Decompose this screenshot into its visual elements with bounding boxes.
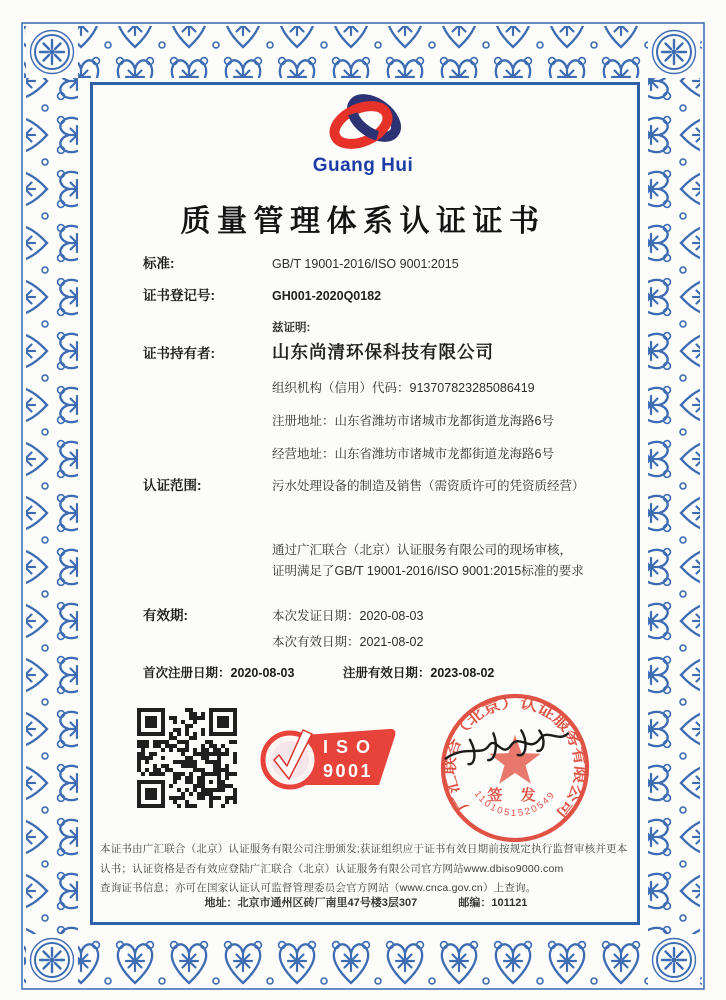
standard-label: 标准:: [143, 256, 175, 271]
standard-value: GB/T 19001-2016/ISO 9001:2015: [272, 257, 459, 271]
qr-code: [137, 708, 237, 808]
row-registration-number: [143, 284, 640, 304]
holder-value: 山东尚清环保科技有限公司: [272, 342, 494, 362]
reg-no-value: GH001-2020Q0182: [272, 289, 382, 303]
row-certify-intro: [272, 318, 632, 336]
valid-date: 本次有效日期：2021-08-02: [272, 635, 424, 649]
company-logo-icon: [325, 92, 410, 154]
issuer-address: 地址：北京市通州区砖厂南里47号楼3层307: [204, 897, 418, 909]
iso-9001-badge: [260, 724, 400, 792]
row-audit-statement-2: [272, 561, 632, 580]
audit-line1: 通过广汇联合（北京）认证服务有限公司的现场审核，: [272, 543, 573, 557]
seal-serial: 1101051520549: [471, 788, 559, 820]
reg-no-label: 证书登记号:: [143, 288, 215, 303]
certificate-title: 质量管理体系认证证书: [180, 205, 546, 238]
footer-line: 查询证书信息；亦可在国家认证认可监督管理委员会官方网站（www.cnca.gov.cn）上查询。: [100, 882, 537, 894]
validity-label: 有效期:: [143, 608, 188, 623]
seal-ring-text: 广汇联合（北京）认证服务有限公司: [442, 695, 588, 818]
brand-name: Guang Hui: [312, 155, 414, 176]
row-certification-scope: [143, 474, 640, 494]
issuer-postcode: 邮编：101121: [458, 897, 528, 909]
registration-valid-date: 注册有效日期：2023-08-02: [342, 666, 495, 680]
footer-line: 本证书由广汇联合（北京）认证服务有限公司注册颁发;获证组织应于证书有效日期前按规定执行监督审核并更本: [100, 843, 628, 855]
business-address: 经营地址：山东省潍坊市诸城市龙都街道龙海路6号: [272, 447, 554, 461]
first-registration-date: 首次注册日期：2020-08-03: [143, 666, 295, 680]
scope-value: 污水处理设备的制造及销售（需资质许可的凭资质经营）: [272, 479, 585, 493]
row-validity: [143, 604, 640, 624]
row-org-code: [272, 378, 632, 397]
org-code: 组织机构（信用）代码：913707823285086419: [272, 381, 535, 395]
badge-iso-text: ISO: [323, 737, 379, 757]
audit-line2: 证明满足了GB/T 19001-2016/ISO 9001:2015标准的要求: [272, 564, 584, 578]
row-business-address: [272, 444, 632, 463]
row-certificate-holder: [143, 339, 640, 364]
badge-number-text: 9001: [323, 761, 374, 781]
footer-line: 认书；认证资格是否有效应登陆广汇联合（北京）认证服务有限公司官方网站www.dbiso9000.com: [100, 862, 564, 875]
row-standard: [143, 252, 640, 272]
issuer-address-row: [100, 894, 632, 910]
issuer-seal: [437, 690, 593, 846]
certify-intro: 兹证明:: [272, 322, 311, 334]
scope-label: 认证范围:: [143, 478, 202, 493]
row-registration-dates: [143, 663, 640, 682]
issue-date: 本次发证日期：2020-08-03: [272, 609, 424, 623]
row-valid-until: [272, 632, 632, 651]
row-registered-address: [272, 411, 632, 430]
holder-label: 证书持有者:: [143, 346, 215, 361]
seal-issue-text: 签 发: [487, 787, 543, 804]
footer-notes: [100, 840, 632, 899]
row-audit-statement-1: [272, 540, 632, 559]
registered-address: 注册地址：山东省潍坊市诸城市龙都街道龙海路6号: [272, 414, 554, 428]
